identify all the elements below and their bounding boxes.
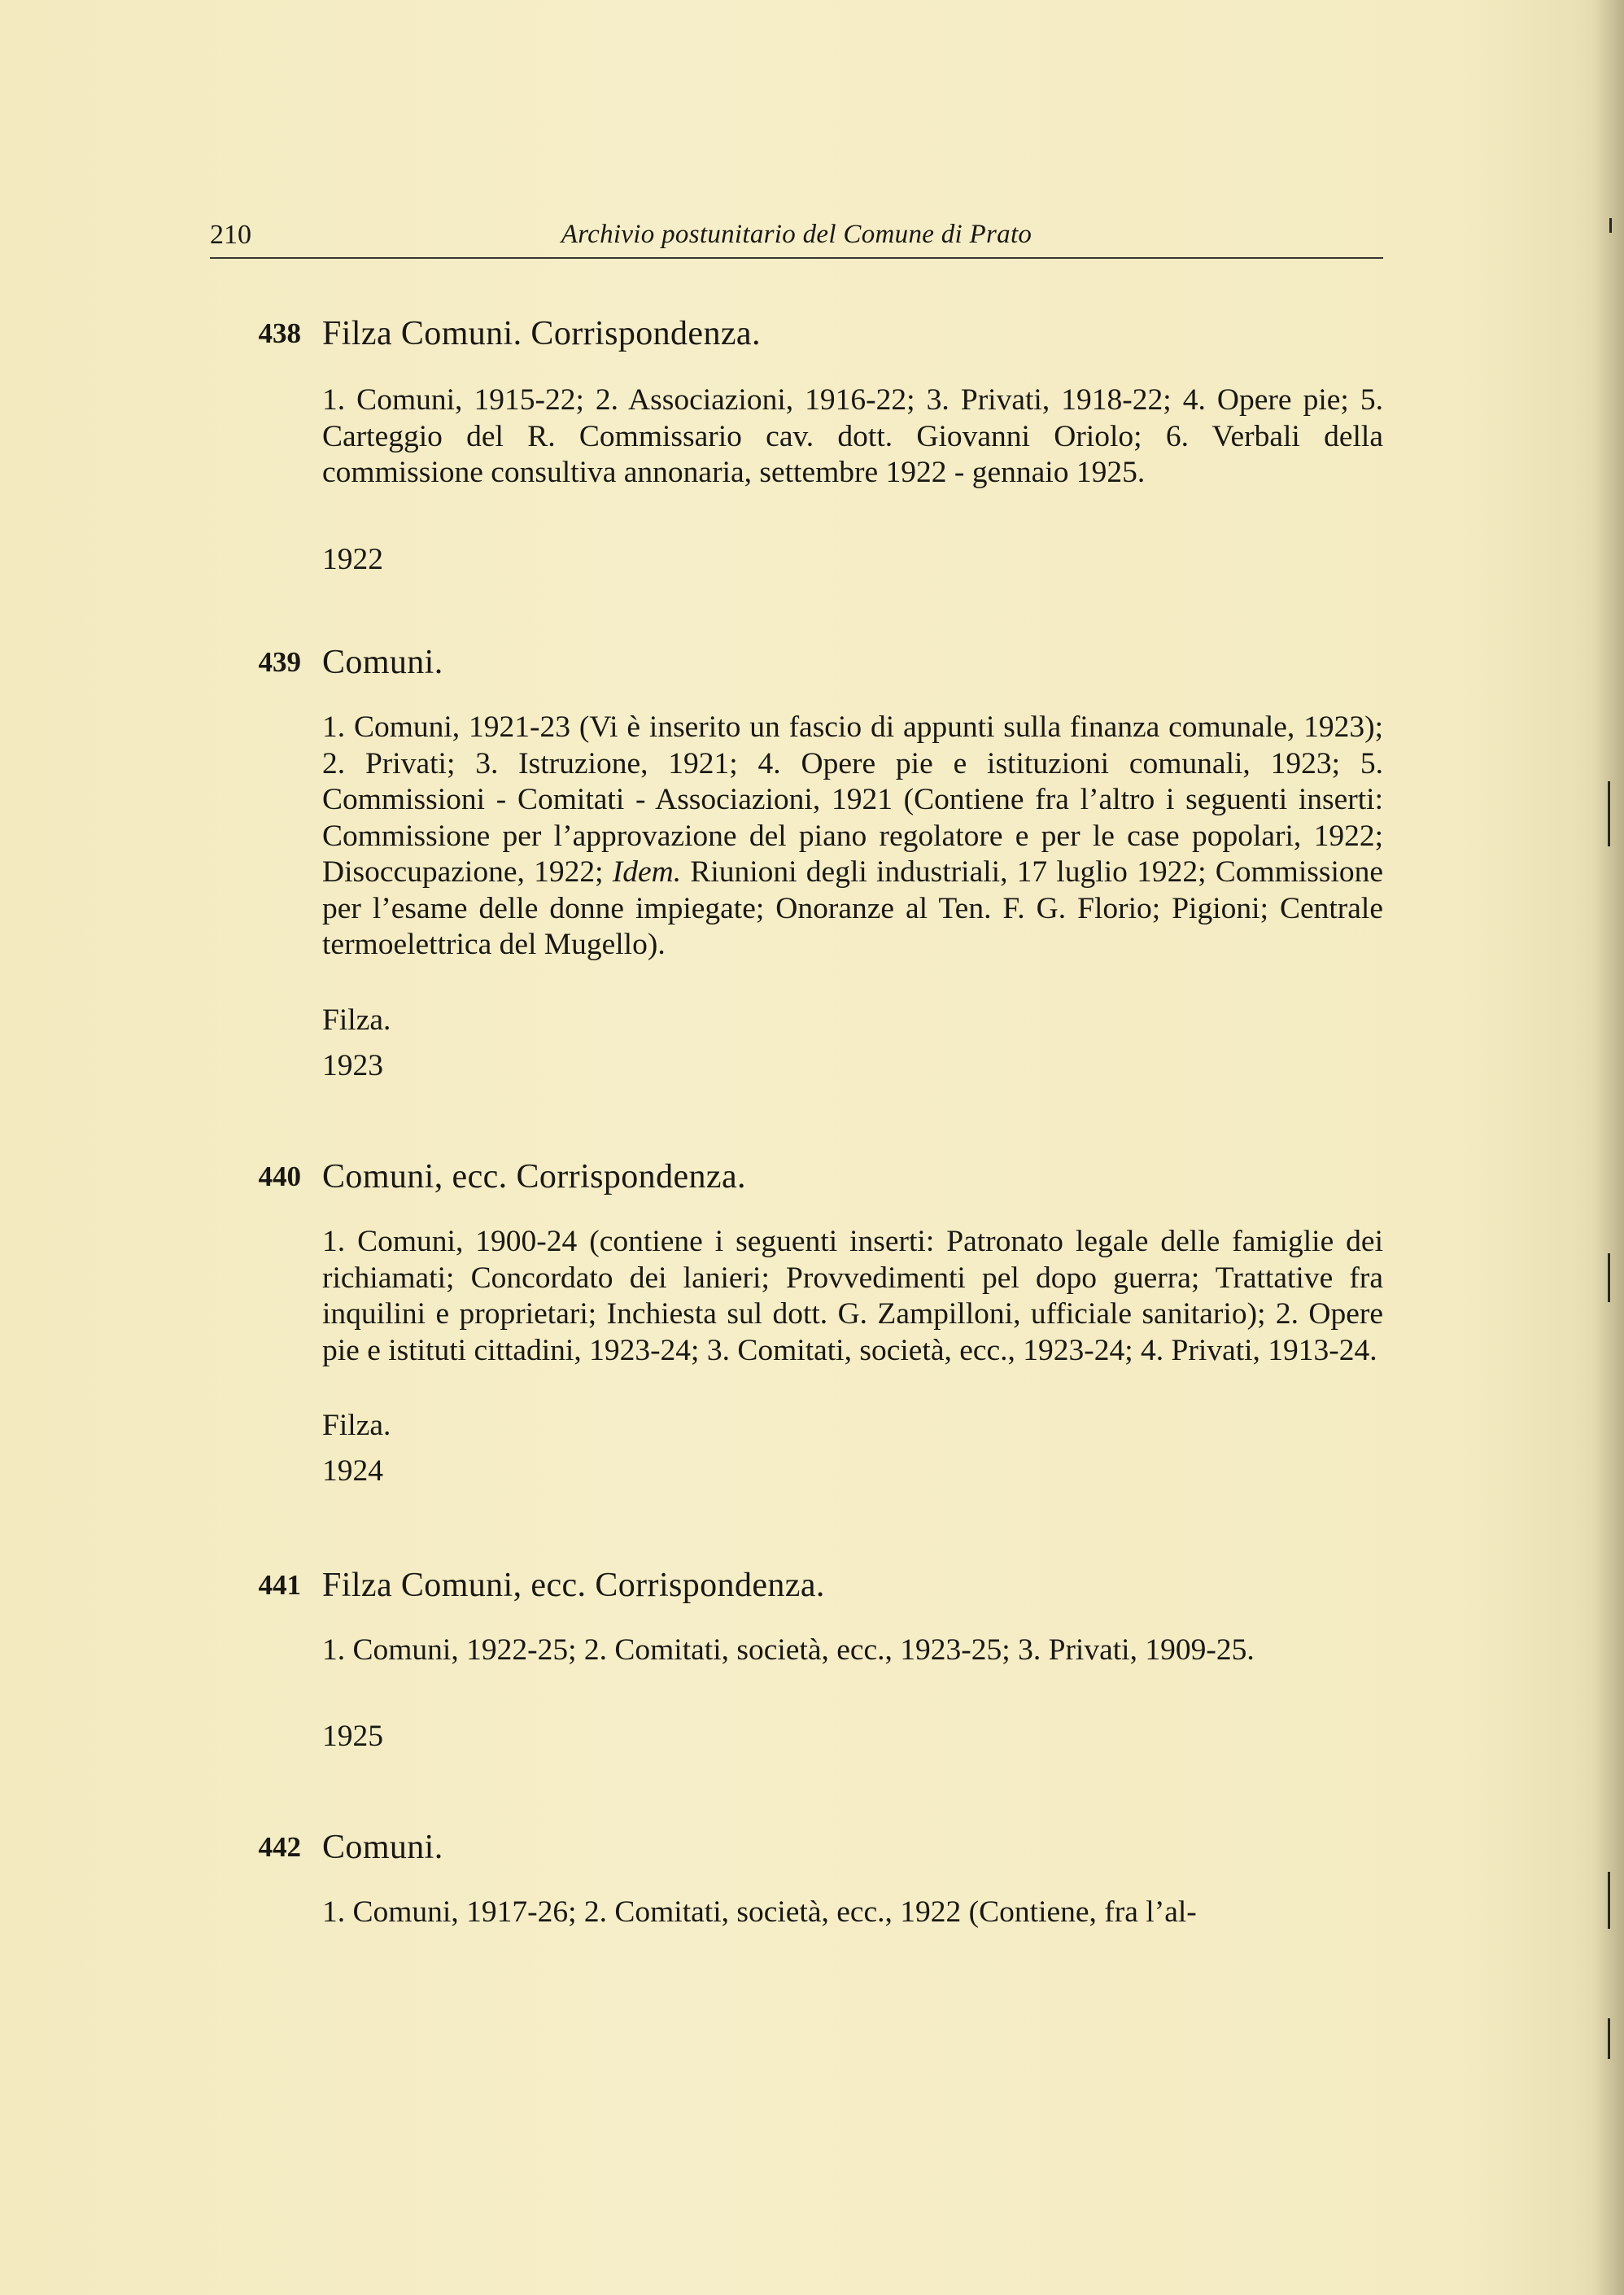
entry-description: 1. Comuni, 1917-26; 2. Comitati, società, ecc., 1922 (Contiene, fra l’al- [322, 1895, 1197, 1929]
entry-description: 1. Comuni, 1922-25; 2. Comitati, società, ecc., 1923-25; 3. Privati, 1909-25. [322, 1633, 1255, 1667]
entry-number: 438 [258, 317, 301, 349]
entry-description: 1. Comuni, 1915-22; 2. Associazioni, 1916-22; 3. Privati, 1918-22; 4. Opere pie; 5. Carteggio del R. Commissario cav. dott. Giovanni Oriolo; 6. Verbali della commissione consultiva annonaria, settembre 1922 - gennaio 1925. [322, 383, 1383, 489]
entry-title: Comuni. [322, 1829, 443, 1866]
description-part: 1. Comuni, 1921-23 (Vi è inserito un fascio di appunti sulla finanza comunale, 1923); 2. Privati; 3. Istruzione, 1921; 4. Opere pie e istituzioni comunali, 1923; 5. Commissioni - Comitati - Associazioni, 1921 (Contiene fra l’altro i seguenti inserti: Commissione per l’approvazione del piano regolatore e per le case popolari, 1922; Disoccupazione, 1922; [322, 710, 1383, 889]
entry-442 [228, 1829, 1383, 1943]
entry-description [322, 710, 1383, 964]
scan-mark [1608, 2018, 1610, 2059]
entry-439 [228, 645, 1383, 1100]
scan-mark [1609, 218, 1612, 233]
entry-title: Comuni, ecc. Corrispondenza. [322, 1158, 746, 1196]
scan-mark [1608, 1872, 1610, 1929]
running-title: Archivio postunitario del Comune di Prato [561, 220, 1032, 249]
scan-mark [1608, 781, 1610, 846]
entry-title: Comuni. [322, 644, 443, 681]
entry-date: 1925 [322, 1720, 383, 1753]
entry-number: 441 [258, 1569, 301, 1601]
entry-number: 442 [258, 1831, 301, 1863]
description-italic: Idem. [612, 855, 682, 889]
entry-format: Filza. [322, 1003, 391, 1037]
entry-438 [228, 316, 1383, 584]
entry-description: 1. Comuni, 1900-24 (contiene i seguenti inserti: Patronato legale delle famiglie dei richiamati; Concordato dei lanieri; Provvedimenti pel dopo guerra; Trattative fra inquilini e proprietari; Inchiesta sul dott. G. Zampilloni, ufficiale sanitario); 2. Opere pie e istituti cittadini, 1923-24; 3. Comitati, società, ecc., 1923-24; 4. Privati, 1913-24. [322, 1225, 1383, 1367]
scan-mark [1608, 1253, 1610, 1302]
entry-date: 1924 [322, 1454, 383, 1488]
entry-number: 440 [258, 1161, 301, 1192]
entry-440 [228, 1159, 1383, 1509]
entry-title: Filza Comuni, ecc. Corrispondenza. [322, 1567, 825, 1604]
page-header [210, 213, 1383, 259]
entry-format: Filza. [322, 1409, 391, 1442]
entry-441 [228, 1567, 1383, 1763]
entry-date: 1922 [322, 543, 383, 576]
entry-title: Filza Comuni. Corrispondenza. [322, 315, 761, 352]
entry-number: 439 [258, 646, 301, 678]
page-edge-shadow [1595, 0, 1624, 2295]
description-part: Riunioni degli industriali, 17 luglio 1922; Commissione per l’esame delle donne impiegate; Onoranze al Ten. F. G. Florio; Pigioni; Centrale termoelettrica del Mugello). [322, 855, 1384, 961]
page-number: 210 [210, 220, 251, 250]
entry-date: 1923 [322, 1049, 383, 1082]
